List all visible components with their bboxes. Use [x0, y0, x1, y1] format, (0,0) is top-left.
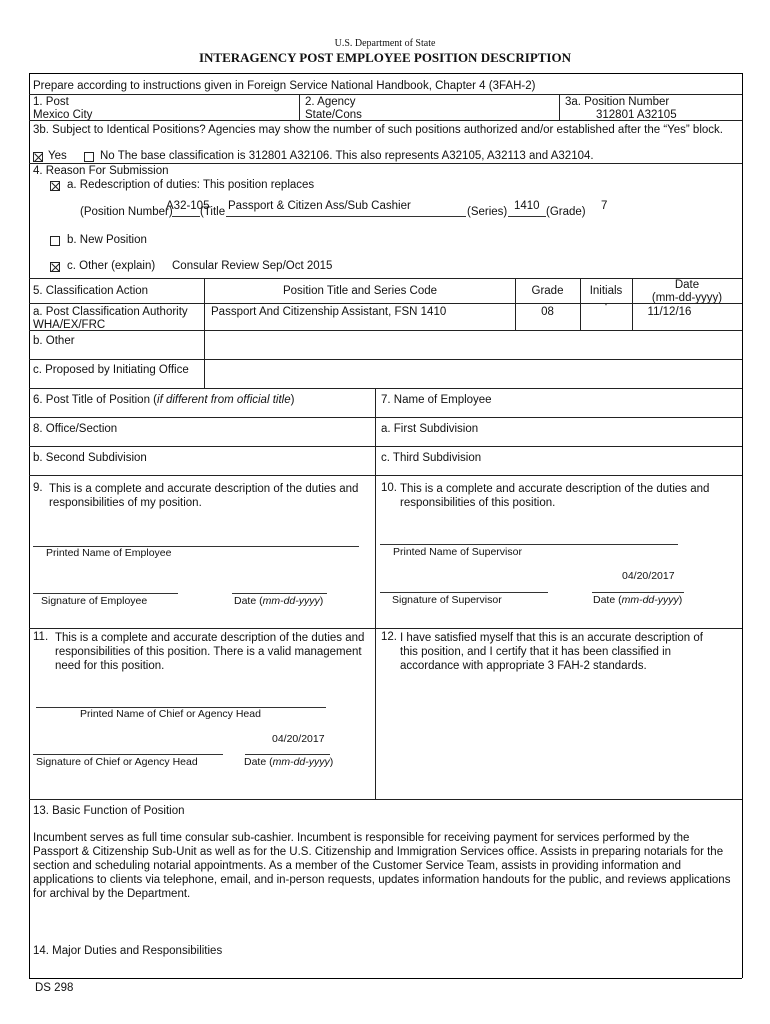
- office-label: 8. Office/Section: [33, 423, 118, 435]
- frame-right: [742, 73, 743, 978]
- form-id: DS 298: [35, 982, 74, 994]
- divider: [375, 475, 376, 628]
- new-position-checkbox[interactable]: [50, 236, 60, 246]
- position-number-field-label: (Position Number): [80, 206, 173, 218]
- employee-date-label: [234, 595, 323, 607]
- divider: [299, 94, 300, 120]
- other-explanation[interactable]: Consular Review Sep/Oct 2015: [172, 260, 333, 272]
- row-b-label: b. Other: [33, 335, 75, 347]
- date-label-pre: Date (: [244, 756, 273, 768]
- series-field-label: (Series): [467, 206, 508, 218]
- divider: [29, 303, 742, 304]
- agency-label: 2. Agency: [305, 96, 356, 108]
- divider: [29, 388, 742, 389]
- col-date-format: (mm-dd-yyyy): [651, 292, 723, 304]
- signature-line: [592, 592, 684, 593]
- post-label: 1. Post: [33, 96, 69, 108]
- chief-printed-name-label: Printed Name of Chief or Agency Head: [80, 708, 261, 720]
- title-field-label: (Title: [200, 206, 226, 218]
- signature-line: [380, 592, 548, 593]
- date-label-italic: mm-dd-yyyy: [621, 594, 679, 606]
- replaced-series[interactable]: 1410: [514, 200, 540, 212]
- divider: [29, 330, 742, 331]
- chief-date-value[interactable]: 04/20/2017: [272, 733, 325, 745]
- date-label-italic: mm-dd-yyyy: [272, 756, 330, 768]
- divider: [204, 303, 205, 388]
- agency-value[interactable]: State/Cons: [305, 109, 362, 121]
- sec12-number: 12.: [381, 631, 397, 643]
- basic-function-label: 13. Basic Function of Position: [33, 805, 185, 817]
- sec9-number: 9.: [33, 482, 43, 494]
- employee-signature-label: Signature of Employee: [41, 595, 148, 607]
- divider: [29, 359, 742, 360]
- replaced-grade[interactable]: 7: [601, 200, 608, 212]
- sec9-statement: This is a complete and accurate description of the duties and responsibilities of my position.: [49, 483, 359, 509]
- post-title-label-italic: if different from official title: [157, 394, 291, 406]
- chief-date-label: [244, 756, 333, 768]
- form-title: INTERAGENCY POST EMPLOYEE POSITION DESCRIPTION: [198, 50, 571, 65]
- no-checkbox[interactable]: [84, 152, 94, 162]
- divider: [29, 94, 742, 95]
- post-title-label: [33, 394, 294, 406]
- sec10-number: 10.: [381, 482, 397, 494]
- position-number-label: 3a. Position Number: [565, 96, 670, 108]
- date-label-italic: mm-dd-yyyy: [262, 595, 320, 607]
- no-label: No The base classification is 312801 A32106. This also represents A32105, A32113 and A32104.: [100, 150, 594, 162]
- divider: [375, 388, 376, 475]
- major-duties-label: 14. Major Duties and Responsibilities: [33, 945, 223, 957]
- sec11-statement: This is a complete and accurate description of the duties and responsibilities of this position. There is a valid management need for this position.: [55, 632, 365, 672]
- instructions: Prepare according to instructions given in Foreign Service National Handbook, Chapter 4 (3FAH-2): [33, 80, 536, 92]
- date-label-pre: Date (: [234, 595, 263, 607]
- employee-name-label: 7. Name of Employee: [381, 394, 492, 406]
- post-title-label-pre: 6. Post Title of Position (: [33, 394, 158, 406]
- row-a-label: a. Post Classification Authority: [33, 306, 188, 318]
- divider: [29, 163, 742, 164]
- signature-line: [245, 754, 330, 755]
- signature-line: [380, 544, 678, 545]
- underline: [226, 216, 466, 217]
- divider: [29, 417, 742, 418]
- identical-positions-label: 3b. Subject to Identical Positions? Agencies may show the number of such positions authorized and/or established after the “Yes” block.: [33, 124, 723, 136]
- post-value[interactable]: Mexico City: [33, 109, 93, 121]
- row-a-title[interactable]: Passport And Citizenship Assistant, FSN 1410: [211, 306, 447, 318]
- date-label-post: ): [319, 595, 324, 607]
- supervisor-signature-label: Signature of Supervisor: [392, 594, 502, 606]
- col-date-header: Date: [674, 279, 700, 291]
- post-title-label-post: ): [290, 394, 295, 406]
- sec10-statement: This is a complete and accurate description of the duties and responsibilities of this position.: [400, 483, 710, 509]
- divider: [515, 278, 516, 330]
- employee-printed-name-label: Printed Name of Employee: [46, 547, 172, 559]
- signature-line: [33, 754, 223, 755]
- first-subdivision-label: a. First Subdivision: [381, 423, 479, 435]
- underline: [172, 216, 200, 217]
- date-label-post: ): [678, 594, 683, 606]
- replaced-title[interactable]: Passport & Citizen Ass/Sub Cashier: [228, 200, 411, 212]
- date-label-post: ): [329, 756, 334, 768]
- row-c-label: c. Proposed by Initiating Office: [33, 364, 189, 376]
- other-label: c. Other (explain): [67, 260, 156, 272]
- divider: [29, 628, 742, 629]
- frame-bottom: [29, 978, 742, 979]
- sec12-statement: I have satisfied myself that this is an accurate description of this position, and I certify that it has been classified in accordance with appropriate 3 FAH-2 standards.: [400, 632, 703, 672]
- new-position-label: b. New Position: [67, 234, 147, 246]
- divider: [29, 120, 742, 121]
- classification-label: 5. Classification Action: [33, 285, 149, 297]
- divider: [375, 628, 376, 799]
- other-checkbox[interactable]: [50, 262, 60, 272]
- row-a-grade[interactable]: 08: [541, 306, 554, 318]
- replaced-position-number[interactable]: A32-105: [166, 200, 210, 212]
- signature-line: [33, 593, 178, 594]
- date-label-pre: Date (: [593, 594, 622, 606]
- position-number-value[interactable]: 312801 A32105: [596, 109, 677, 121]
- row-a-initials[interactable]: -: [604, 300, 608, 309]
- underline: [508, 216, 546, 217]
- frame-left: [29, 73, 30, 978]
- row-a-date[interactable]: 11/12/16: [647, 306, 692, 318]
- yes-label: Yes: [48, 150, 67, 162]
- divider: [29, 475, 742, 476]
- redescription-checkbox[interactable]: [50, 181, 60, 191]
- col-grade-header: Grade: [531, 285, 564, 297]
- col-title-header: Position Title and Series Code: [282, 285, 438, 297]
- supervisor-date-label: [593, 594, 682, 606]
- supervisor-date-value[interactable]: 04/20/2017: [622, 570, 675, 582]
- signature-line: [232, 593, 327, 594]
- chief-signature-label: Signature of Chief or Agency Head: [36, 756, 198, 768]
- department-name: U.S. Department of State: [334, 38, 436, 49]
- divider: [559, 94, 560, 120]
- sec11-number: 11.: [33, 631, 49, 643]
- reason-label: 4. Reason For Submission: [33, 165, 169, 177]
- divider: [204, 278, 205, 303]
- divider: [29, 446, 742, 447]
- second-subdivision-label: b. Second Subdivision: [33, 452, 147, 464]
- basic-function-text[interactable]: Incumbent serves as full time consular sub-cashier. Incumbent is responsible for receiving payment for services performed by the Passport & Citizenship Sub-Unit as well as for the U.S. Citizenship and Immigration Services office. Assists in preparing notarials for the section and scheduling notarial appointments. As a member of the Customer Service Team, assists in providing information and applications to clients via telephone, email, and in-person requests, updates information handouts for the public, and reviews applications for archival by the Department.: [33, 832, 731, 900]
- divider: [632, 278, 633, 330]
- row-a-label-2: WHA/EX/FRC: [33, 319, 106, 331]
- supervisor-printed-name-label: Printed Name of Supervisor: [393, 546, 522, 558]
- redescription-label: a. Redescription of duties: This position replaces: [67, 179, 315, 191]
- third-subdivision-label: c. Third Subdivision: [381, 452, 482, 464]
- col-initials-header: Initials: [589, 285, 623, 297]
- grade-field-label: (Grade): [546, 206, 586, 218]
- frame-top: [29, 73, 742, 74]
- divider: [29, 799, 742, 800]
- yes-checkbox[interactable]: [33, 152, 43, 162]
